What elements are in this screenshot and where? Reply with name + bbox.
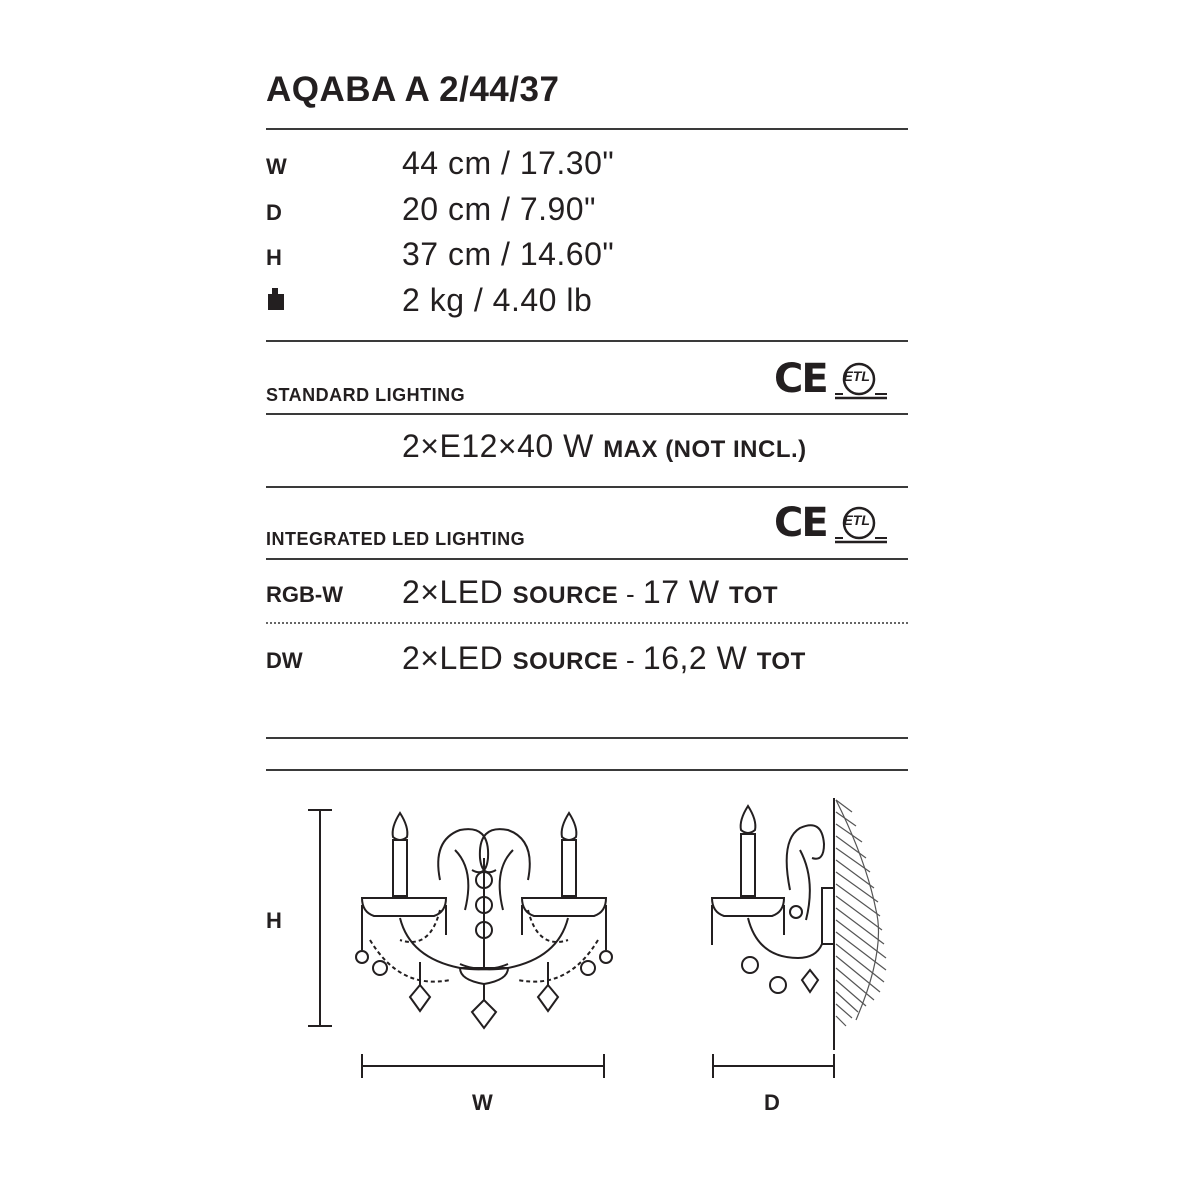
led-row-label-rgbw: RGB-W <box>266 582 343 607</box>
side-view-illustration <box>712 798 834 1050</box>
led-row-label-dw: DW <box>266 648 303 673</box>
dim-label-height: H <box>266 245 282 270</box>
dim-value-depth: 20 cm / 7.90" <box>402 191 596 227</box>
dim-value-weight: 2 kg / 4.40 lb <box>402 282 593 318</box>
drawing-label-width: W <box>472 1090 493 1115</box>
led-lighting-heading: INTEGRATED LED LIGHTING <box>266 529 526 549</box>
etl-mark: ETL <box>833 360 885 398</box>
product-title: AQABA A 2/44/37 <box>266 70 560 109</box>
led-spec: 2×LED <box>402 640 504 676</box>
dim-value-width: 44 cm / 17.30" <box>402 145 615 181</box>
standard-lamp-spec: 2×E12×40 W <box>402 428 594 464</box>
front-view-illustration <box>356 813 612 1028</box>
led-source: SOURCE <box>512 582 619 609</box>
ce-mark: CE <box>774 356 827 402</box>
led-watt: 17 W <box>642 574 720 610</box>
led-tot: TOT <box>756 648 806 675</box>
drawing-label-height: H <box>266 908 282 933</box>
etl-mark: ETL <box>833 504 885 542</box>
dim-label-width: W <box>266 154 287 179</box>
ce-mark: CE <box>774 500 827 546</box>
led-dash: - <box>618 579 643 609</box>
led-spec: 2×LED <box>402 574 504 610</box>
dim-value-height: 37 cm / 14.60" <box>402 236 615 272</box>
led-tot: TOT <box>729 582 779 609</box>
led-watt: 16,2 W <box>642 640 748 676</box>
standard-lighting-heading: STANDARD LIGHTING <box>266 385 466 405</box>
led-source: SOURCE <box>512 648 619 675</box>
led-dash: - <box>618 645 643 675</box>
standard-lamp-note: MAX (NOT INCL.) <box>603 436 807 463</box>
wall-hatching <box>836 800 886 1026</box>
dim-label-depth: D <box>266 200 282 225</box>
drawing-label-depth: D <box>764 1090 780 1115</box>
